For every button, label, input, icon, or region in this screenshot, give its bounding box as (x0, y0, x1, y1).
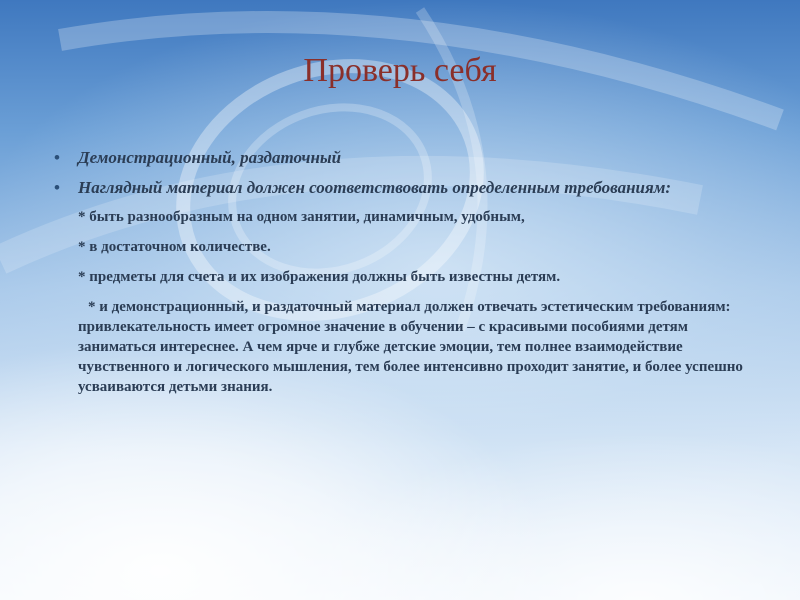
requirement-item: * в достаточном количестве. (78, 239, 271, 255)
bullet-icon: • (54, 148, 60, 167)
requirement-item: * предметы для счета и их изображения должны быть известны детям. (78, 269, 561, 285)
bullet-item (54, 177, 754, 199)
aesthetic-requirement-paragraph: * и демонстрационный, и раздаточный материал должен отвечать эстетическим требованиям: привлекательность имеет огромное значение в обучении – с красивыми пособиями детям заниматься интереснее. А чем ярче и глубже детские эмоции, тем полнее взаимодействие чувственного и логического мышления, тем более интенсивно проходит занятие, и более успешно усваиваются детьми знания. (78, 299, 743, 395)
bullet-text: Демонстрационный, раздаточный (78, 148, 342, 167)
slide-content (54, 147, 754, 397)
bullet-text: Наглядный материал должен соответствовать определенным требованиям: (78, 178, 672, 197)
slide-title: Проверь себя (303, 52, 497, 89)
requirement-item: * быть разнообразным на одном занятии, динамичным, удобным, (78, 209, 525, 225)
bullet-icon: • (54, 178, 60, 197)
bullet-item (54, 147, 754, 169)
